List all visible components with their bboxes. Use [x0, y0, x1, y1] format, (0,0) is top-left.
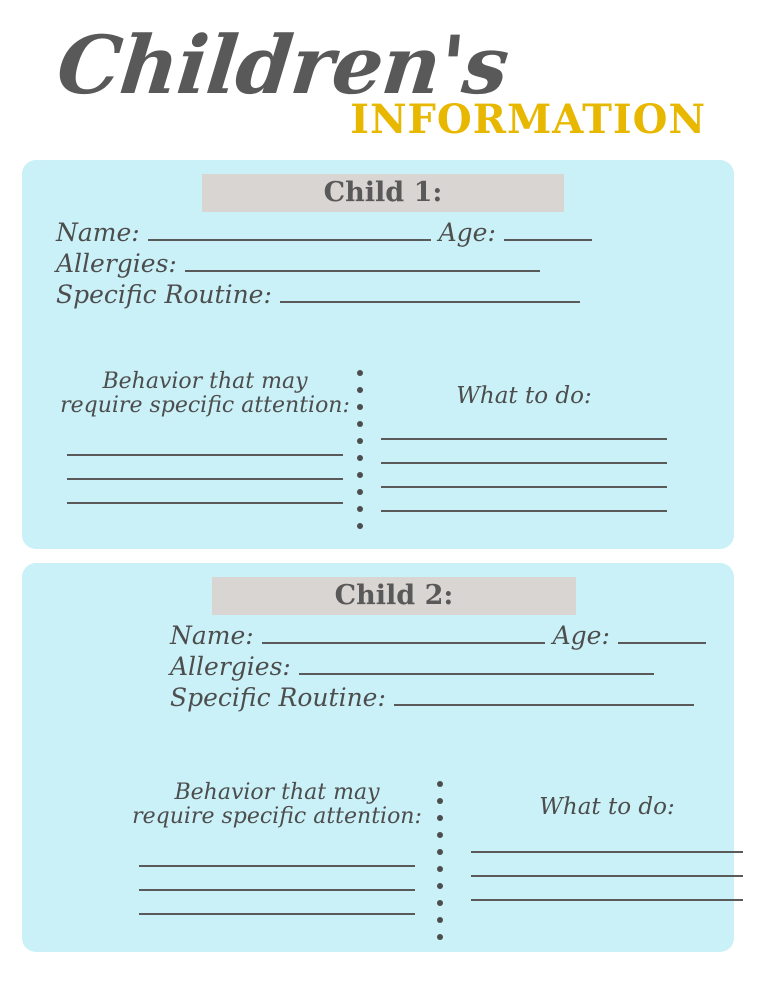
child-1-routine-label: Specific Routine: — [56, 280, 272, 309]
dotted-divider-icon — [357, 370, 363, 510]
child-2-card — [22, 563, 734, 952]
write-line[interactable] — [139, 891, 415, 915]
write-line[interactable] — [139, 843, 415, 867]
child-2-behavior-column — [132, 781, 422, 915]
write-line[interactable] — [381, 464, 667, 488]
child-1-fields — [56, 217, 592, 310]
child-1-age-label: Age: — [438, 218, 496, 247]
dotted-divider-icon — [437, 781, 443, 921]
child-1-name-input[interactable] — [148, 218, 431, 241]
child-2-title: Child 2: — [212, 577, 576, 615]
page-header — [0, 0, 768, 150]
child-2-routine-label: Specific Routine: — [170, 683, 386, 712]
child-2-age-label: Age: — [552, 621, 610, 650]
child-1-behavior-heading: Behavior that may require specific attention: — [60, 369, 350, 418]
child-1-allergies-label: Allergies: — [56, 249, 177, 278]
child-2-behavior-heading: Behavior that may require specific attention: — [132, 780, 422, 829]
child-1-routine-row — [56, 279, 592, 310]
page-title-block: INFORMATION — [350, 96, 706, 143]
child-1-behavior-lines — [60, 432, 350, 504]
child-2-allergies-label: Allergies: — [170, 652, 291, 681]
write-line[interactable] — [67, 480, 343, 504]
child-2-name-row — [170, 620, 706, 651]
child-2-whattodo-lines — [462, 829, 752, 901]
child-2-allergies-row — [170, 651, 706, 682]
child-2-name-input[interactable] — [262, 621, 545, 644]
child-1-whattodo-lines — [374, 416, 674, 512]
write-line[interactable] — [67, 456, 343, 480]
child-2-allergies-input[interactable] — [299, 652, 654, 675]
page-title-script: Children's — [53, 18, 513, 112]
child-2-fields — [170, 620, 706, 713]
child-2-routine-row — [170, 682, 706, 713]
child-1-name-label: Name: — [56, 218, 140, 247]
write-line[interactable] — [381, 416, 667, 440]
child-1-title: Child 1: — [202, 174, 564, 212]
child-2-whattodo-column — [462, 781, 752, 901]
child-2-name-label: Name: — [170, 621, 254, 650]
child-1-card — [22, 160, 734, 549]
child-1-routine-input[interactable] — [280, 280, 580, 303]
child-1-allergies-input[interactable] — [185, 249, 540, 272]
write-line[interactable] — [67, 432, 343, 456]
write-line[interactable] — [471, 877, 743, 901]
child-1-name-row — [56, 217, 592, 248]
write-line[interactable] — [139, 867, 415, 891]
write-line[interactable] — [471, 853, 743, 877]
child-1-age-input[interactable] — [504, 218, 592, 241]
write-line[interactable] — [381, 440, 667, 464]
child-1-allergies-row — [56, 248, 592, 279]
write-line[interactable] — [381, 488, 667, 512]
child-1-whattodo-column — [374, 370, 674, 512]
child-1-whattodo-heading: What to do: — [456, 383, 592, 409]
child-2-age-input[interactable] — [618, 621, 706, 644]
child-2-behavior-lines — [132, 843, 422, 915]
child-2-whattodo-heading: What to do: — [539, 794, 675, 820]
child-2-routine-input[interactable] — [394, 683, 694, 706]
child-1-behavior-column — [60, 370, 350, 504]
write-line[interactable] — [471, 829, 743, 853]
